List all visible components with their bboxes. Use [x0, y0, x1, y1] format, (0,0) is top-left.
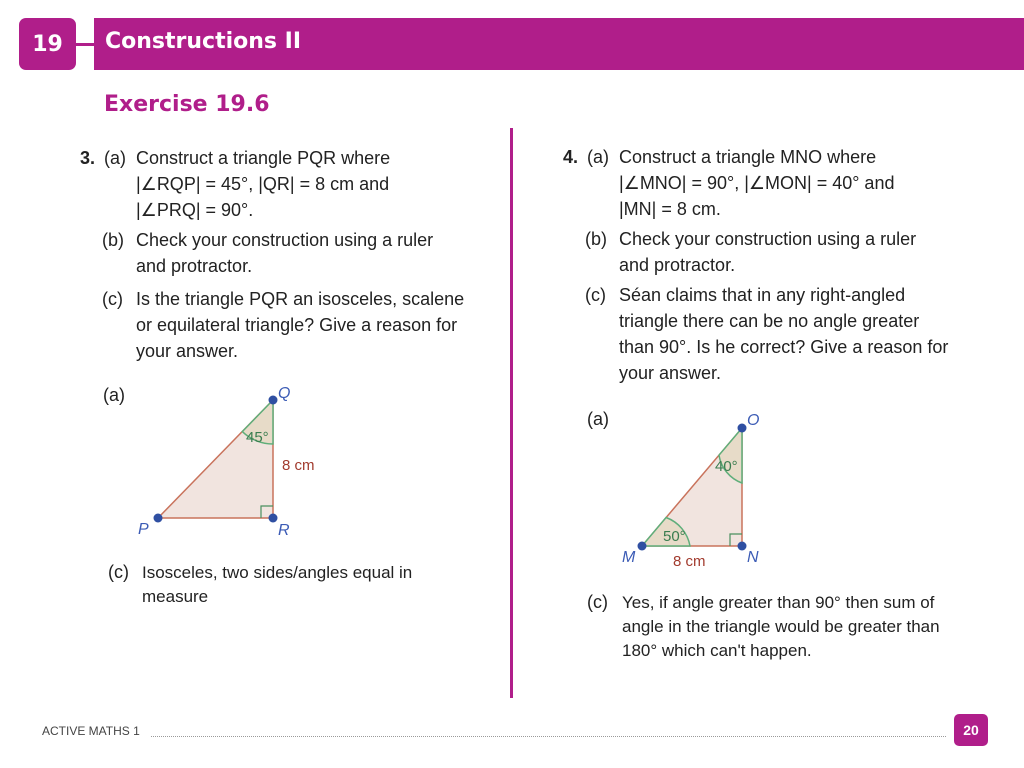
footer-book-title: ACTIVE MATHS 1 — [42, 724, 140, 738]
footer-dotted-rule — [151, 736, 946, 737]
q4-part-a-line-2: |∠MNO| = 90°, |∠MON| = 40° and — [619, 173, 895, 193]
q4-answer-c-label: (c) — [587, 592, 608, 612]
question-3-number: 3. — [80, 148, 96, 168]
q3-part-c-line-1: Is the triangle PQR an isosceles, scalene — [136, 289, 465, 309]
q4-part-c-line-4: your answer. — [619, 363, 722, 383]
vertex-label-m: M — [622, 549, 636, 566]
header-connector — [76, 43, 94, 46]
q4-answer-c-line-1: Yes, if angle greater than 90° then sum of — [622, 593, 935, 612]
exercise-title: Exercise 19.6 — [104, 92, 270, 117]
column-divider — [510, 128, 513, 698]
vertex-label-o: O — [747, 412, 760, 429]
q3-part-b-line-1: Check your construction using a ruler — [136, 230, 434, 250]
q4-part-c-line-2: triangle there can be no angle greater — [619, 311, 920, 331]
q3-part-c-label: (c) — [102, 289, 123, 309]
angle-label-q: 45° — [246, 429, 269, 446]
q4-part-b-line-2: and protractor. — [619, 255, 736, 275]
question-4-number: 4. — [563, 147, 579, 167]
point-m-dot — [638, 542, 647, 551]
vertex-label-q: Q — [278, 385, 291, 402]
q3-answer-c-line-2: measure — [142, 587, 209, 606]
q3-answer-c-label: (c) — [108, 562, 129, 582]
q4-part-b-line-1: Check your construction using a ruler — [619, 229, 917, 249]
point-o-dot — [738, 424, 747, 433]
q3-part-a-line-2: |∠RQP| = 45°, |QR| = 8 cm and — [136, 174, 390, 194]
q4-answer-a-label: (a) — [587, 409, 609, 429]
q3-part-a-label: (a) — [104, 148, 126, 168]
q3-part-b-line-2: and protractor. — [136, 256, 253, 276]
q4-part-c-line-3: than 90°. Is he correct? Give a reason for — [619, 337, 949, 357]
point-r-dot — [269, 514, 278, 523]
chapter-title: Constructions II — [105, 29, 302, 54]
side-length-qr: 8 cm — [282, 457, 315, 474]
point-q-dot — [269, 396, 278, 405]
q4-part-c-line-1: Séan claims that in any right-angled — [619, 285, 906, 305]
q4-part-a-label: (a) — [587, 147, 609, 167]
chapter-number-badge: 19 — [19, 18, 76, 70]
q4-triangle-diagram — [618, 407, 798, 577]
q4-answer-c-line-2: angle in the triangle would be greater than — [622, 617, 940, 636]
q3-part-c-line-2: or equilateral triangle? Give a reason for — [136, 315, 458, 335]
q3-answer-a-label: (a) — [103, 385, 125, 405]
side-length-mn: 8 cm — [673, 553, 706, 570]
vertex-label-p: P — [138, 521, 149, 538]
question-3 — [80, 145, 510, 375]
q3-triangle-diagram — [130, 380, 360, 540]
point-n-dot — [738, 542, 747, 551]
chapter-header-bar — [94, 18, 1024, 70]
q3-answer-c-line-1: Isosceles, two sides/angles equal in — [142, 563, 413, 582]
q3-part-a-line-3: |∠PRQ| = 90°. — [136, 200, 254, 220]
page-number-badge: 20 — [954, 714, 988, 746]
q3-part-a-line-1: Construct a triangle PQR where — [136, 148, 391, 168]
angle-label-o: 40° — [715, 458, 738, 475]
q3-part-c-line-3: your answer. — [136, 341, 239, 361]
question-4 — [563, 144, 1013, 394]
point-p-dot — [154, 514, 163, 523]
q4-part-c-label: (c) — [585, 285, 606, 305]
q4-part-b-label: (b) — [585, 229, 607, 249]
angle-label-m: 50° — [663, 528, 686, 545]
q3-part-b-label: (b) — [102, 230, 124, 250]
vertex-label-r: R — [278, 522, 290, 539]
q4-answer-c-line-3: 180° which can't happen. — [622, 641, 812, 660]
q4-part-a-line-1: Construct a triangle MNO where — [619, 147, 877, 167]
q4-part-a-line-3: |MN| = 8 cm. — [619, 199, 721, 219]
vertex-label-n: N — [747, 549, 759, 566]
